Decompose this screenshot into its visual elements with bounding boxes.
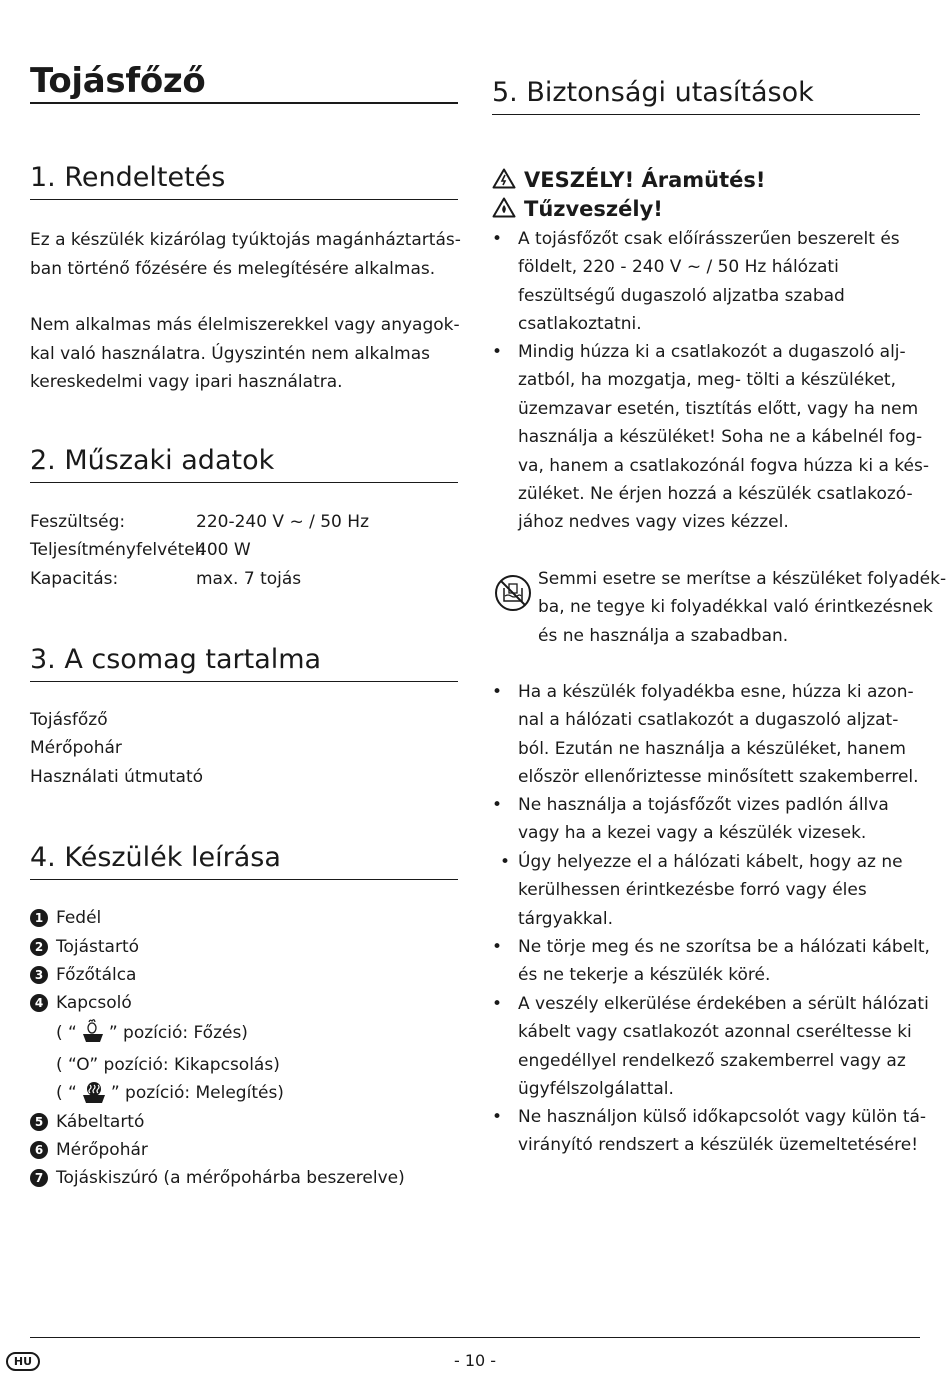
- divider: [30, 879, 458, 880]
- warning-triangle-icon: [492, 197, 516, 226]
- part-item-egg-piercer: [30, 1164, 405, 1192]
- divider: [30, 199, 458, 200]
- section-heading-contents: 3. A csomag tartalma: [30, 644, 322, 675]
- spec-value: max. 7 tojás: [196, 569, 302, 589]
- part-label: Fedél: [56, 908, 102, 928]
- contents-item: Tojásfőző: [30, 710, 108, 730]
- part-number-badge: 2: [30, 938, 48, 956]
- section-heading-purpose: 1. Rendeltetés: [30, 162, 226, 193]
- part-label: Mérőpohár: [56, 1140, 148, 1160]
- warning-triangle-icon: [492, 168, 516, 197]
- part-item-measuring-cup: [30, 1136, 148, 1164]
- danger-electric-shock: VESZÉLY! Áramütés!: [492, 166, 765, 197]
- spec-label: Feszültség:: [30, 512, 126, 532]
- part-number-badge: 4: [30, 994, 48, 1012]
- danger-fire: Tűzveszély!: [492, 195, 663, 226]
- section-heading-description: 4. Készülék leírása: [30, 842, 281, 873]
- purpose-paragraph-2: Nem alkalmas más élelmiszerekkel vagy anyagok- kal való használatra. Úgyszintén nem alkalmas kereskedelmi vagy ipari használatra.: [30, 315, 460, 392]
- egg-cooking-icon: [81, 1018, 105, 1053]
- no-immersion-warning: Semmi esetre se merítse a készüléket folyadék- ba, ne tegye ki folyadékkal való érintkezésnek és ne használja a szabadban.: [538, 569, 947, 646]
- part-number-badge: 3: [30, 966, 48, 984]
- divider: [30, 681, 458, 682]
- section-heading-specs: 2. Műszaki adatok: [30, 445, 275, 476]
- part-label: Kapcsoló: [56, 993, 132, 1013]
- spec-label: Teljesítményfelvétel:: [30, 540, 206, 560]
- part-item-cable-holder: [30, 1108, 144, 1136]
- no-immersion-icon: [494, 574, 532, 616]
- page-number: - 10 -: [453, 1351, 497, 1370]
- footer-divider: [30, 1337, 920, 1338]
- part-number-badge: 7: [30, 1169, 48, 1187]
- purpose-paragraph-1: Ez a készülék kizárólag tyúktojás magánháztartás- ban történő főzésére és melegítésére alkalmas.: [30, 230, 461, 279]
- part-label: Kábeltartó: [56, 1112, 145, 1132]
- switch-position-off: ( “O” pozíció: Kikapcsolás): [56, 1055, 280, 1075]
- contents-item: Mérőpohár: [30, 738, 122, 758]
- part-item-lid: [30, 904, 101, 932]
- page-title: Tojásfőző: [30, 61, 206, 101]
- switch-position-cook: ( “ ” pozíció: Főzés): [56, 1018, 248, 1053]
- part-number-badge: 6: [30, 1141, 48, 1159]
- part-item-switch: [30, 989, 132, 1017]
- spec-value: 400 W: [196, 540, 251, 560]
- spec-row-capacity: [30, 565, 302, 593]
- contents-item: Használati útmutató: [30, 767, 204, 787]
- switch-position-warm: ( “ ” pozíció: Melegítés): [56, 1079, 284, 1113]
- spec-row-voltage: [30, 508, 369, 536]
- spec-row-power: [30, 536, 251, 564]
- part-label: Tojáskiszúró (a mérőpohárba beszerelve): [56, 1168, 405, 1188]
- part-item-egg-holder: [30, 933, 139, 961]
- part-number-badge: 1: [30, 909, 48, 927]
- spec-label: Kapacitás:: [30, 569, 119, 589]
- part-label: Főzőtálca: [56, 965, 137, 985]
- language-badge: HU: [6, 1352, 40, 1371]
- divider: [30, 482, 458, 483]
- divider: [492, 114, 920, 115]
- section-heading-safety: 5. Biztonsági utasítások: [492, 77, 814, 108]
- part-label: Tojástartó: [56, 937, 140, 957]
- part-number-badge: 5: [30, 1113, 48, 1131]
- part-item-cooking-tray: [30, 961, 136, 989]
- spec-value: 220-240 V ~ / 50 Hz: [196, 512, 369, 532]
- title-underline: [30, 102, 458, 104]
